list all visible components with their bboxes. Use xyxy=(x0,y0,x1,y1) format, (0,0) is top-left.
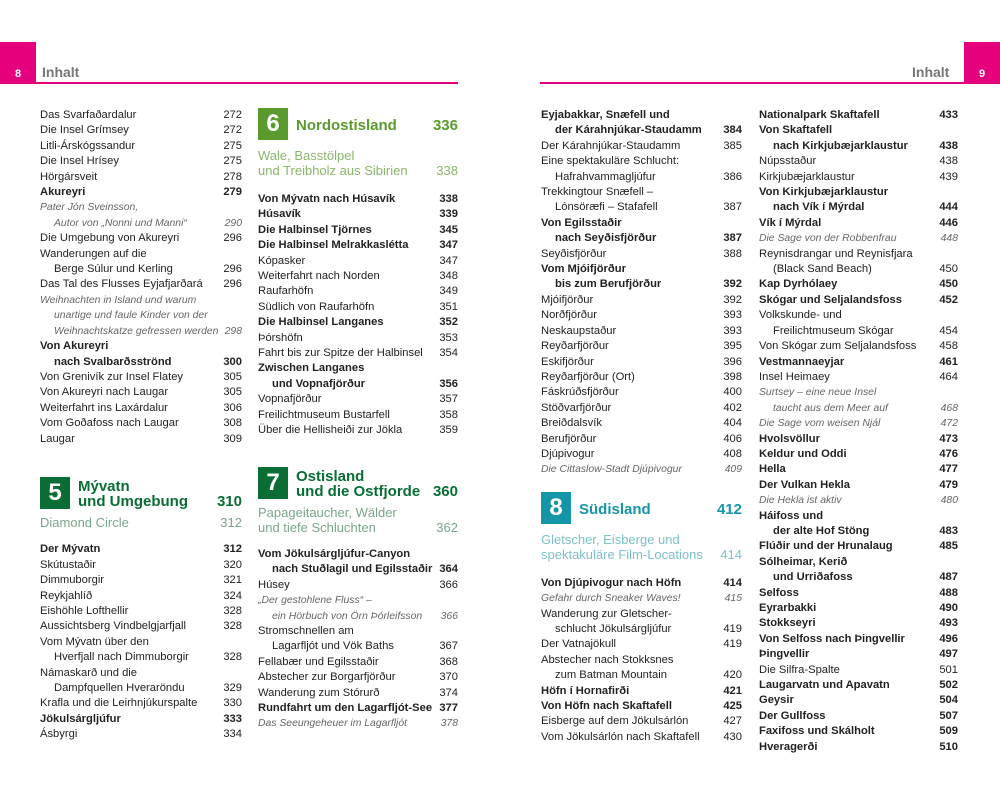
toc-group-col3-b xyxy=(541,576,742,745)
toc-entry[interactable]: Vom Jökulsárgljúfur-Canyon xyxy=(258,547,411,560)
chapter-title: Südisland xyxy=(579,500,651,518)
toc-entry[interactable]: Eyjabakkar, Snæfell und xyxy=(541,109,670,121)
toc-entry[interactable]: Vík í Mýrdal 446 xyxy=(759,216,958,229)
toc-entry[interactable]: Insel Heimaey 464 xyxy=(759,370,958,383)
toc-entry[interactable]: Laugarvatn und Apavatn 502 xyxy=(759,679,958,692)
toc-entry[interactable]: Weiterfahrt ins Laxárdalur 306 xyxy=(40,401,242,414)
toc-entry[interactable]: Lagarfljót und Vök Baths 367 xyxy=(272,640,458,653)
toc-entry[interactable]: Hörgársveit 278 xyxy=(40,170,242,183)
toc-entry[interactable]: Von Mývatn nach Húsavík 338 xyxy=(258,193,458,205)
toc-entry[interactable]: Von Skaftafell xyxy=(759,124,833,137)
toc-entry[interactable]: nach Kirkjubæjarklaustur 438 xyxy=(773,139,958,152)
toc-entry[interactable]: Reynisdrangar und Reynisfjara xyxy=(759,247,913,260)
toc-entry[interactable]: Djúpivogur 408 xyxy=(541,447,742,460)
toc-entry[interactable]: Hvolsvöllur 473 xyxy=(759,432,958,445)
toc-entry[interactable]: Hverfjall nach Dimmuborgir 328 xyxy=(54,651,242,664)
toc-entry[interactable]: Die Halbinsel Melrakkaslétta 347 xyxy=(258,239,458,252)
chapter-7-heading[interactable] xyxy=(258,467,458,499)
toc-group-col1-b xyxy=(40,542,242,742)
toc-entry[interactable]: Vom Mývatn über den xyxy=(40,635,149,648)
toc-entry[interactable]: Raufarhöfn 349 xyxy=(258,285,458,298)
toc-entry[interactable]: Die Cittaslow-Stadt Djúpivogur 409 xyxy=(541,464,742,476)
chapter-7-subtitle[interactable]: Papageitaucher, Wälder und tiefe Schluchten 362 xyxy=(258,504,458,535)
toc-group-col2-b xyxy=(258,547,458,732)
left-running-head: Inhalt xyxy=(42,64,80,80)
toc-entry[interactable]: und Urriðafoss 487 xyxy=(773,571,958,584)
toc-entry[interactable]: Aussichtsberg Vindbelgjarfjall 328 xyxy=(40,620,242,633)
toc-entry[interactable]: Von Akureyri nach Laugar 305 xyxy=(40,386,242,399)
toc-entry[interactable]: Skógar und Seljalandsfoss 452 xyxy=(759,293,958,306)
toc-entry[interactable]: Wanderungen auf die xyxy=(40,247,147,260)
toc-entry[interactable]: Die Halbinsel Langanes 352 xyxy=(258,316,458,329)
right-page-tab xyxy=(964,42,1000,84)
toc-entry[interactable]: Volkskunde- und xyxy=(759,309,842,322)
toc-entry[interactable]: Weiterfahrt nach Norden 348 xyxy=(258,270,458,283)
chapter-6-subtitle[interactable]: Wale, Basstölpel und Treibholz aus Sibirien 338 xyxy=(258,148,458,178)
toc-entry[interactable]: Kópasker 347 xyxy=(258,254,458,267)
toc-entry[interactable]: Þórshöfn 353 xyxy=(258,331,458,344)
toc-entry[interactable]: Der Vatnajökull 419 xyxy=(541,638,742,651)
toc-entry[interactable]: Die Sage von der Robbenfrau 448 xyxy=(759,233,958,245)
toc-entry[interactable]: und Vopnafjörður 356 xyxy=(272,377,458,390)
toc-entry[interactable]: Reykjahlíð 324 xyxy=(40,589,242,602)
toc-entry[interactable]: Dampfquellen Hveraröndu 329 xyxy=(54,682,242,694)
toc-entry[interactable]: Laugar 309 xyxy=(40,432,242,445)
toc-entry[interactable]: schlucht Jökulsárgljúfur 419 xyxy=(555,622,742,635)
toc-entry[interactable]: Von Skógar zum Seljalandsfoss 458 xyxy=(759,340,958,353)
toc-entry[interactable]: Geysir 504 xyxy=(759,694,958,707)
toc-entry[interactable]: Gefahr durch Sneaker Waves! 415 xyxy=(541,593,742,605)
toc-entry[interactable]: Húsey 366 xyxy=(258,578,458,591)
toc-group-col1-a xyxy=(40,108,242,447)
toc-entry[interactable]: Rundfahrt um den Lagarfljót-See 377 xyxy=(258,701,458,714)
toc-entry[interactable]: taucht aus dem Meer auf 468 xyxy=(773,402,958,414)
toc-entry[interactable]: Berufjörður 406 xyxy=(541,432,742,445)
toc-entry[interactable]: Reyðarfjörður 395 xyxy=(541,340,742,353)
chapter-5-heading[interactable] xyxy=(40,477,242,509)
toc-entry[interactable]: Vom Jökulsárlón nach Skaftafell 430 xyxy=(541,730,742,743)
toc-entry[interactable]: Vom Goðafoss nach Laugar 308 xyxy=(40,417,242,430)
toc-entry[interactable]: Kirkjubæjarklaustur 439 xyxy=(759,170,958,183)
toc-entry[interactable]: Zwischen Langanes xyxy=(258,362,365,375)
toc-entry[interactable]: Die Insel Grímsey 272 xyxy=(40,124,242,137)
toc-entry[interactable]: Abstecher nach Stokksnes xyxy=(541,653,674,666)
toc-entry[interactable]: Krafla und die Leirhnjúkurspalte 330 xyxy=(40,697,242,710)
toc-entry[interactable]: Von Djúpivogur nach Höfn 414 xyxy=(541,576,742,589)
toc-entry[interactable]: Sólheimar, Kerið xyxy=(759,555,848,568)
left-page-number: 8 xyxy=(14,68,22,80)
toc-entry[interactable]: Stöðvarfjörður 402 xyxy=(541,401,742,414)
toc-entry[interactable]: Núpsstaður 438 xyxy=(759,155,958,168)
toc-entry[interactable]: Trekkingtour Snæfell – xyxy=(541,186,654,199)
toc-entry[interactable]: Weihnachten in Island und warum xyxy=(40,294,197,306)
toc-entry[interactable]: Autor von „Nonni und Manni“ 290 xyxy=(54,217,242,229)
toc-column-4 xyxy=(759,108,958,755)
toc-entry[interactable]: Von Egilsstaðir xyxy=(541,216,622,229)
toc-entry[interactable]: Seyðisfjörður 388 xyxy=(541,247,742,260)
toc-entry[interactable]: Eisberge auf dem Jökulsárlón 427 xyxy=(541,715,742,728)
toc-entry[interactable]: Die Umgebung von Akureyri 296 xyxy=(40,232,242,245)
toc-entry[interactable]: bis zum Berufjörður 392 xyxy=(555,278,742,291)
chapter-8-heading[interactable] xyxy=(541,492,742,524)
toc-entry[interactable]: Akureyri 279 xyxy=(40,186,242,199)
chapter-title: Ostisland und die Ostfjorde xyxy=(296,467,421,500)
toc-entry[interactable]: Eyrarbakki 490 xyxy=(759,602,958,614)
toc-group-col4 xyxy=(759,108,958,755)
toc-entry[interactable]: Weihnachtskatze gefressen werden 298 xyxy=(54,325,242,337)
toc-entry[interactable]: Über die Hellisheiði zur Jökla 359 xyxy=(258,424,458,437)
toc-column-1 xyxy=(40,108,242,743)
toc-entry[interactable]: Fellabær und Egilsstaðir 368 xyxy=(258,655,458,668)
toc-entry[interactable]: Lónsöræfi – Stafafell 387 xyxy=(555,201,742,214)
toc-entry[interactable]: Dimmuborgir 321 xyxy=(40,574,242,587)
toc-entry[interactable]: Flúðir und der Hrunalaug 485 xyxy=(759,540,958,553)
toc-entry[interactable]: Eishöhle Lofthellir 328 xyxy=(40,604,242,617)
toc-entry[interactable]: Námaskarð und die xyxy=(40,666,138,679)
toc-entry[interactable]: Keldur und Oddi 476 xyxy=(759,447,958,460)
toc-entry[interactable]: Þingvellir 497 xyxy=(759,648,958,661)
toc-entry[interactable]: Höfn í Hornafirði 421 xyxy=(541,684,742,697)
toc-entry[interactable]: Das Svarfaðardalur 272 xyxy=(40,109,242,121)
toc-entry[interactable]: Fahrt bis zur Spitze der Halbinsel 354 xyxy=(258,347,458,360)
toc-entry[interactable]: Húsavík 339 xyxy=(258,208,458,221)
right-header-rule xyxy=(540,82,964,84)
toc-entry[interactable]: Stokkseyri 493 xyxy=(759,617,958,630)
toc-entry[interactable]: nach Vík í Mýrdal 444 xyxy=(773,201,958,214)
toc-entry[interactable]: Freilichtmuseum Skógar 454 xyxy=(773,324,958,337)
toc-entry[interactable]: der Kárahnjúkar-Staudamm 384 xyxy=(555,124,742,137)
chapter-number-badge: 7 xyxy=(258,467,288,499)
toc-group-col2-a xyxy=(258,192,458,439)
toc-entry[interactable]: Hafrahvammagljúfur 386 xyxy=(555,170,742,183)
toc-entry[interactable]: ein Hörbuch von Örn Þórleifsson 366 xyxy=(272,610,458,622)
chapter-page: 336 xyxy=(432,117,458,134)
chapter-page: 310 xyxy=(216,492,242,510)
toc-entry[interactable]: Jökulsárgljúfur 333 xyxy=(40,712,242,725)
chapter-5-subtitle[interactable]: Diamond Circle 312 xyxy=(40,515,242,531)
toc-column-2 xyxy=(258,108,458,732)
chapter-title: Nordostisland xyxy=(296,117,397,134)
chapter-6-heading[interactable] xyxy=(258,108,458,140)
toc-entry[interactable]: Berge Súlur und Kerling 296 xyxy=(54,263,242,276)
chapter-8-subtitle[interactable]: Gletscher, Eisberge und spektakuläre Film-Locations 414 xyxy=(541,531,742,562)
toc-entry[interactable]: Wanderung zum Stórurð 374 xyxy=(258,686,458,699)
toc-entry[interactable]: Eine spektakuläre Schlucht: xyxy=(541,155,680,168)
toc-entry[interactable]: Die Halbinsel Tjörnes 345 xyxy=(258,223,458,236)
toc-entry[interactable]: Wanderung zur Gletscher- xyxy=(541,607,672,620)
chapter-title: Mývatn und Umgebung xyxy=(78,477,188,510)
toc-entry[interactable]: Hveragerði 510 xyxy=(759,740,958,753)
toc-entry[interactable]: Der Mývatn 312 xyxy=(40,543,242,556)
toc-entry[interactable]: Vopnafjörður 357 xyxy=(258,393,458,406)
chapter-number-badge: 8 xyxy=(541,492,571,524)
toc-group-col3-a xyxy=(541,108,742,478)
toc-entry[interactable]: Eskifjörður 396 xyxy=(541,355,742,368)
toc-entry[interactable]: Die Hekla ist aktiv 480 xyxy=(759,495,958,507)
toc-entry[interactable]: Freilichtmuseum Bustarfell 358 xyxy=(258,408,458,421)
toc-entry[interactable]: Von Grenivík zur Insel Flatey 305 xyxy=(40,370,242,383)
toc-entry[interactable]: Skútustaðir 320 xyxy=(40,558,242,571)
toc-entry[interactable]: Nationalpark Skaftafell 433 xyxy=(759,109,958,121)
toc-entry[interactable]: Kap Dyrhólaey 450 xyxy=(759,278,958,291)
toc-entry[interactable]: Selfoss 488 xyxy=(759,586,958,599)
toc-entry[interactable]: Surtsey – eine neue Insel xyxy=(759,387,877,399)
toc-entry[interactable]: Der Kárahnjúkar-Staudamm 385 xyxy=(541,139,742,152)
toc-entry[interactable]: Vom Mjóifjörður xyxy=(541,263,626,276)
toc-entry[interactable]: Von Höfn nach Skaftafell 425 xyxy=(541,700,742,712)
toc-entry[interactable]: Die Sage vom weisen Njál 472 xyxy=(759,418,958,430)
toc-column-3 xyxy=(541,108,742,745)
toc-entry[interactable]: Faxifoss und Skálholt 509 xyxy=(759,725,958,738)
toc-entry[interactable]: Abstecher zur Borgarfjörður 370 xyxy=(258,671,458,684)
toc-entry[interactable]: Ásbyrgi 334 xyxy=(40,728,242,741)
toc-entry[interactable]: Von Kirkjubæjarklaustur xyxy=(759,186,889,199)
toc-entry[interactable]: Pater Jón Sveinsson, xyxy=(40,202,139,214)
left-header-rule xyxy=(36,82,458,84)
toc-entry[interactable]: Litli-Árskógssandur 275 xyxy=(40,139,242,152)
toc-entry[interactable]: zum Batman Mountain 420 xyxy=(555,669,742,682)
chapter-page: 412 xyxy=(716,500,742,518)
toc-entry[interactable]: (Black Sand Beach) 450 xyxy=(773,263,958,276)
right-page-number: 9 xyxy=(978,68,986,80)
toc-entry[interactable]: Háifoss und xyxy=(759,509,824,522)
chapter-number-badge: 5 xyxy=(40,477,70,509)
toc-entry[interactable]: Von Akureyri xyxy=(40,340,109,353)
toc-entry[interactable]: „Der gestohlene Fluss“ – xyxy=(258,595,372,607)
right-running-head: Inhalt xyxy=(912,64,950,80)
chapter-page: 360 xyxy=(432,482,458,500)
chapter-number-badge: 6 xyxy=(258,108,288,140)
toc-entry[interactable]: unartige und faule Kinder von der xyxy=(54,310,208,322)
toc-entry[interactable]: Der Vulkan Hekla 479 xyxy=(759,478,958,491)
toc-entry[interactable]: Die Silfra-Spalte 501 xyxy=(759,663,958,676)
toc-entry[interactable]: Fáskrúðsfjörður 400 xyxy=(541,386,742,399)
toc-entry[interactable]: Neskaupstaður 393 xyxy=(541,324,742,337)
toc-entry[interactable]: Mjóifjörður 392 xyxy=(541,293,742,306)
toc-entry[interactable]: Reyðarfjörður (Ort) 398 xyxy=(541,370,742,383)
toc-entry[interactable]: nach Stuðlagil und Egilsstaðir 364 xyxy=(272,563,458,576)
toc-entry[interactable]: Der Gullfoss 507 xyxy=(759,709,958,722)
toc-entry[interactable]: Das Seeungeheuer im Lagarfljót 378 xyxy=(258,718,458,730)
toc-entry[interactable]: Stromschnellen am xyxy=(258,624,354,637)
toc-entry[interactable]: Von Selfoss nach Þingvellir 496 xyxy=(759,632,958,645)
toc-entry[interactable]: Norðfjörður 393 xyxy=(541,309,742,322)
toc-entry[interactable]: Vestmannaeyjar 461 xyxy=(759,355,958,368)
left-page-tab xyxy=(0,42,36,84)
toc-entry[interactable]: nach Svalbarðsströnd 300 xyxy=(54,355,242,368)
toc-entry[interactable]: der alte Hof Stöng 483 xyxy=(773,524,958,537)
toc-entry[interactable]: Das Tal des Flusses Eyjafjarðará 296 xyxy=(40,278,242,291)
toc-entry[interactable]: Die Insel Hrísey 275 xyxy=(40,155,242,168)
toc-entry[interactable]: Breiðdalsvík 404 xyxy=(541,417,742,430)
toc-entry[interactable]: Hella 477 xyxy=(759,463,958,476)
toc-entry[interactable]: nach Seyðisfjörður 387 xyxy=(555,232,742,245)
toc-entry[interactable]: Südlich von Raufarhöfn 351 xyxy=(258,300,458,313)
